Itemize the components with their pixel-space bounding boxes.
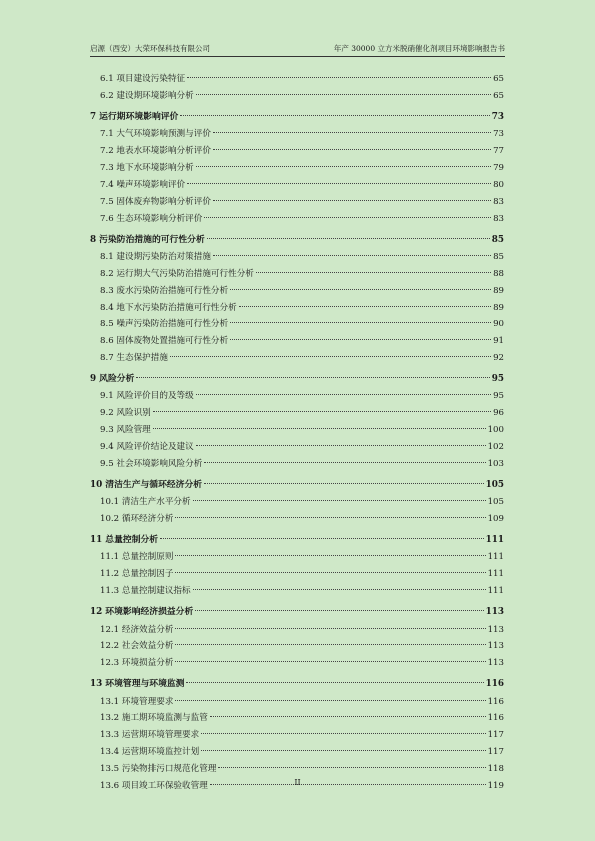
toc-entry-title: 10.1 清洁生产水平分析 <box>100 497 191 508</box>
toc-subsection-entry[interactable] <box>90 439 504 456</box>
toc-dot-leader <box>213 149 491 150</box>
toc-entry-title: 13.2 施工期环境监测与监管 <box>100 713 208 724</box>
toc-entry-title: 12.2 社会效益分析 <box>100 641 174 652</box>
toc-subsection-entry[interactable] <box>90 727 504 744</box>
toc-entry-title: 7.1 大气环境影响预测与评价 <box>100 129 211 140</box>
toc-entry-page-number: 65 <box>493 90 504 101</box>
toc-dot-leader <box>160 538 484 539</box>
toc-subsection-entry[interactable] <box>90 511 504 528</box>
toc-subsection-entry[interactable] <box>90 583 504 600</box>
toc-section-entry[interactable] <box>90 232 504 249</box>
toc-dot-leader <box>230 289 491 290</box>
toc-entry-title: 9.3 风险管理 <box>100 425 151 436</box>
toc-entry-title: 13.3 运营期环境管理要求 <box>100 730 200 741</box>
toc-dot-leader <box>213 200 491 201</box>
toc-dot-leader <box>196 166 491 167</box>
toc-entry-page-number: 96 <box>493 408 504 419</box>
toc-entry-page-number: 91 <box>493 336 504 347</box>
toc-dot-leader <box>230 339 491 340</box>
toc-section-entry[interactable] <box>90 109 504 126</box>
toc-subsection-entry[interactable] <box>90 744 504 761</box>
toc-subsection-entry[interactable] <box>90 283 504 300</box>
toc-entry-page-number: 80 <box>493 179 504 190</box>
toc-entry-title: 9.5 社会环境影响风险分析 <box>100 459 203 470</box>
toc-entry-page-number: 111 <box>487 586 504 597</box>
toc-entry-title: 7.5 固体废弃物影响分析评价 <box>100 196 211 207</box>
toc-dot-leader <box>175 700 485 701</box>
toc-dot-leader <box>213 132 491 133</box>
toc-entry-title: 6.1 项目建设污染特征 <box>100 74 186 84</box>
toc-subsection-entry[interactable] <box>90 350 504 367</box>
toc-entry-page-number: 65 <box>493 74 504 84</box>
toc-subsection-entry[interactable] <box>90 710 504 727</box>
toc-dot-leader <box>153 428 486 429</box>
toc-entry-title: 7.4 噪声环境影响评价 <box>100 179 186 190</box>
toc-entry-title: 11 总量控制分析 <box>90 535 159 546</box>
toc-entry-page-number: 95 <box>491 374 504 385</box>
toc-subsection-entry[interactable] <box>90 405 504 422</box>
toc-entry-page-number: 85 <box>491 234 504 245</box>
toc-subsection-entry[interactable] <box>90 761 504 778</box>
toc-entry-page-number: 118 <box>487 764 504 775</box>
toc-subsection-entry[interactable] <box>90 177 504 194</box>
toc-entry-title: 13 环境管理与环境监测 <box>90 679 185 690</box>
toc-entry-title: 8.6 固体废物处置措施可行性分析 <box>100 336 229 347</box>
toc-entry-page-number: 111 <box>487 569 504 580</box>
toc-dot-leader <box>186 682 483 683</box>
toc-subsection-entry[interactable] <box>90 422 504 439</box>
toc-entry-page-number: 85 <box>493 251 504 262</box>
toc-entry-title: 7.3 地下水环境影响分析 <box>100 162 194 173</box>
toc-dot-leader <box>204 462 485 463</box>
toc-entry-page-number: 100 <box>487 425 504 436</box>
toc-dot-leader <box>170 356 491 357</box>
toc-entry-page-number: 77 <box>493 146 504 157</box>
toc-dot-leader <box>239 306 491 307</box>
header-report-title: 年产 30000 立方米脱硝催化剂项目环境影响报告书 <box>333 44 505 53</box>
page-number: II <box>294 778 301 787</box>
toc-entry-page-number: 113 <box>485 607 504 618</box>
toc-subsection-entry[interactable] <box>90 266 504 283</box>
toc-subsection-entry[interactable] <box>90 143 504 160</box>
toc-dot-leader <box>187 77 491 78</box>
toc-entry-title: 9 风险分析 <box>90 374 135 385</box>
toc-entry-page-number: 89 <box>493 285 504 296</box>
toc-entry-page-number: 83 <box>493 196 504 207</box>
toc-entry-page-number: 79 <box>493 162 504 173</box>
toc-dot-leader <box>193 589 486 590</box>
toc-subsection-entry[interactable] <box>90 249 504 266</box>
toc-entry-title: 6.2 建设期环境影响分析 <box>100 90 194 101</box>
toc-entry-page-number: 109 <box>487 514 504 525</box>
toc-entry-page-number: 73 <box>493 129 504 140</box>
toc-section-entry[interactable] <box>90 371 504 388</box>
toc-entry-page-number: 102 <box>487 442 504 453</box>
toc-entry-title: 8 污染防治措施的可行性分析 <box>90 234 205 245</box>
toc-entry-page-number: 111 <box>485 535 504 546</box>
toc-dot-leader <box>207 238 490 239</box>
toc-entry-title: 8.3 废水污染防治措施可行性分析 <box>100 285 229 296</box>
toc-dot-leader <box>153 411 491 412</box>
toc-entry-page-number: 92 <box>493 353 504 364</box>
toc-entry-title: 9.1 风险评价目的及等级 <box>100 391 194 402</box>
toc-entry-title: 13.4 运营期环境监控计划 <box>100 747 200 758</box>
toc-entry-page-number: 116 <box>487 696 504 707</box>
toc-dot-leader <box>210 716 486 717</box>
toc-entry-page-number: 83 <box>493 213 504 224</box>
toc-entry-title: 8.5 噪声污染防治措施可行性分析 <box>100 319 229 330</box>
toc-dot-leader <box>175 644 485 645</box>
toc-dot-leader <box>204 217 491 218</box>
toc-dot-leader <box>196 445 486 446</box>
toc-dot-leader <box>230 322 491 323</box>
toc-entry-title: 10.2 循环经济分析 <box>100 514 174 525</box>
toc-entry-title: 9.4 风险评价结论及建议 <box>100 442 194 453</box>
toc-subsection-entry[interactable] <box>90 566 504 583</box>
toc-entry-page-number: 105 <box>485 480 504 491</box>
toc-entry-page-number: 113 <box>487 624 504 635</box>
toc-entry-title: 12.3 环境损益分析 <box>100 658 174 669</box>
toc-entry-page-number: 117 <box>487 747 504 758</box>
toc-entry-title: 8.1 建设期污染防治对策措施 <box>100 251 211 262</box>
toc-subsection-entry[interactable] <box>90 456 504 473</box>
toc-subsection-entry[interactable] <box>90 160 504 177</box>
toc-dot-leader <box>193 500 486 501</box>
toc-subsection-entry[interactable] <box>90 333 504 350</box>
toc-entry-page-number: 95 <box>493 391 504 402</box>
toc-subsection-entry[interactable] <box>90 211 504 228</box>
toc-entry-page-number: 116 <box>487 713 504 724</box>
toc-dot-leader <box>196 94 491 95</box>
toc-entry-title: 13.6 项目竣工环保验收管理 <box>100 781 208 792</box>
table-of-contents <box>90 71 504 795</box>
toc-entry-page-number: 117 <box>487 730 504 741</box>
toc-entry-page-number: 89 <box>493 302 504 313</box>
toc-entry-title: 8.7 生态保护措施 <box>100 353 168 364</box>
toc-entry-title: 13.1 环境管理要求 <box>100 696 174 707</box>
toc-entry-title: 9.2 风险识别 <box>100 408 151 419</box>
toc-entry-page-number: 103 <box>487 459 504 470</box>
toc-subsection-entry[interactable] <box>90 126 504 143</box>
toc-entry-title: 12.1 经济效益分析 <box>100 624 174 635</box>
toc-dot-leader <box>175 517 485 518</box>
toc-subsection-entry[interactable] <box>90 494 504 511</box>
header-company: 启源（西安）大荣环保科技有限公司 <box>90 44 210 53</box>
toc-section-entry[interactable] <box>90 604 504 621</box>
toc-subsection-entry[interactable] <box>90 88 504 105</box>
toc-subsection-entry[interactable] <box>90 316 504 333</box>
toc-dot-leader <box>187 183 491 184</box>
toc-subsection-entry[interactable] <box>90 194 504 211</box>
page-header <box>90 40 505 57</box>
toc-dot-leader <box>201 733 485 734</box>
toc-dot-leader <box>175 555 485 556</box>
toc-dot-leader <box>175 628 485 629</box>
toc-entry-page-number: 90 <box>493 319 504 330</box>
toc-entry-title: 7.2 地表水环境影响分析评价 <box>100 146 211 157</box>
toc-entry-title: 7.6 生态环境影响分析评价 <box>100 213 203 224</box>
toc-dot-leader <box>195 610 483 611</box>
page-footer <box>0 778 595 787</box>
toc-dot-leader <box>175 572 485 573</box>
toc-subsection-entry[interactable] <box>90 71 504 88</box>
toc-section-entry[interactable] <box>90 532 504 549</box>
toc-entry-title: 8.4 地下水污染防治措施可行性分析 <box>100 302 237 313</box>
toc-entry-title: 11.1 总量控制原则 <box>100 552 174 563</box>
toc-dot-leader <box>218 767 485 768</box>
toc-dot-leader <box>196 394 491 395</box>
toc-dot-leader <box>256 272 491 273</box>
toc-dot-leader <box>180 115 489 116</box>
toc-subsection-entry[interactable] <box>90 300 504 317</box>
toc-dot-leader <box>201 750 485 751</box>
toc-entry-page-number: 113 <box>487 658 504 669</box>
toc-entry-title: 13.5 污染物排污口规范化管理 <box>100 764 217 775</box>
toc-entry-page-number: 119 <box>487 781 504 792</box>
toc-section-entry[interactable] <box>90 477 504 494</box>
toc-dot-leader <box>213 255 491 256</box>
toc-entry-page-number: 113 <box>487 641 504 652</box>
toc-subsection-entry[interactable] <box>90 388 504 405</box>
toc-subsection-entry[interactable] <box>90 622 504 639</box>
toc-entry-title: 7 运行期环境影响评价 <box>90 111 179 122</box>
toc-subsection-entry[interactable] <box>90 655 504 672</box>
toc-subsection-entry[interactable] <box>90 549 504 566</box>
toc-dot-leader <box>175 661 485 662</box>
toc-entry-title: 8.2 运行期大气污染防治措施可行性分析 <box>100 268 254 279</box>
toc-entry-page-number: 111 <box>487 552 504 563</box>
toc-section-entry[interactable] <box>90 676 504 693</box>
toc-entry-page-number: 105 <box>487 497 504 508</box>
toc-dot-leader <box>136 377 489 378</box>
toc-entry-title: 12 环境影响经济损益分析 <box>90 607 194 618</box>
toc-entry-title: 10 清洁生产与循环经济分析 <box>90 480 203 491</box>
toc-entry-title: 11.2 总量控制因子 <box>100 569 174 580</box>
toc-entry-page-number: 116 <box>485 679 504 690</box>
toc-subsection-entry[interactable] <box>90 694 504 711</box>
toc-entry-page-number: 73 <box>491 111 504 122</box>
toc-subsection-entry[interactable] <box>90 638 504 655</box>
toc-dot-leader <box>204 483 484 484</box>
toc-entry-page-number: 88 <box>493 268 504 279</box>
toc-entry-title: 11.3 总量控制建议指标 <box>100 586 191 597</box>
